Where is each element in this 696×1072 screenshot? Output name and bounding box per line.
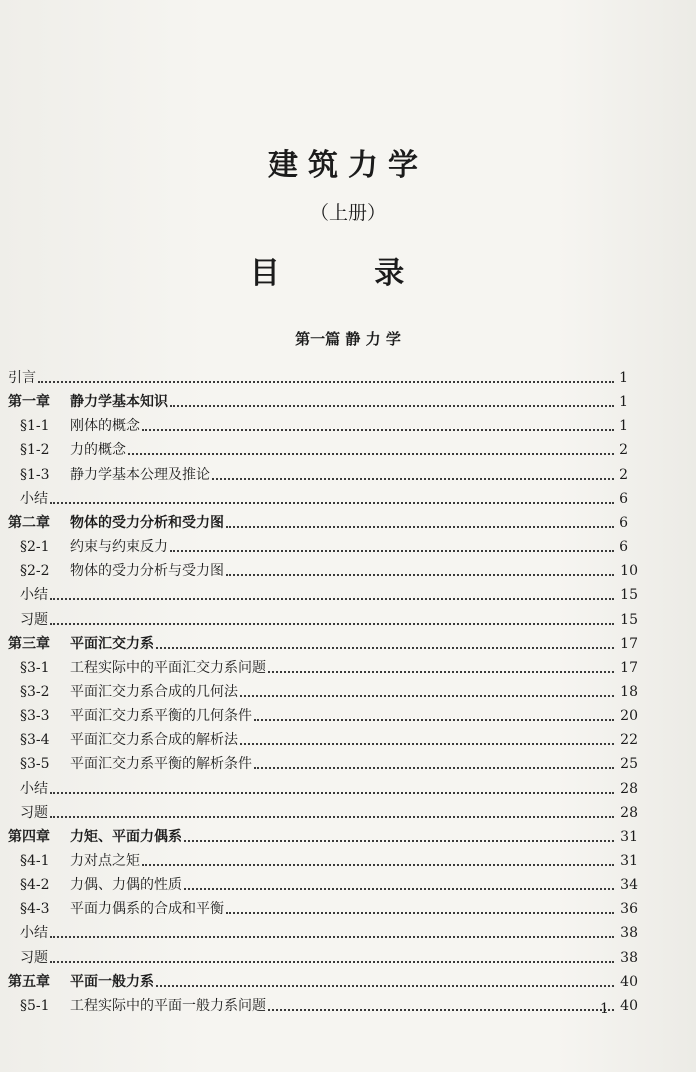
toc-entry-label: [20, 538, 170, 556]
toc-entry-label: [20, 755, 254, 773]
toc-page-number: 40: [620, 973, 638, 990]
toc-entry-label: [20, 466, 212, 484]
toc-entry-label: [20, 683, 240, 701]
dot-leader: [254, 763, 614, 769]
dot-leader: [170, 546, 614, 552]
dot-leader: [142, 860, 614, 866]
toc-entry-title: 工程实际中的平面汇交力系问题: [70, 659, 266, 676]
toc-entry-row: [20, 462, 628, 484]
toc-entry-row: [20, 486, 628, 508]
toc-entry-label: [20, 949, 50, 967]
toc-chapter-row: [8, 389, 628, 411]
book-title: 建筑力学: [268, 148, 428, 183]
toc-entry-row: [20, 558, 638, 580]
toc-page-number: 40: [620, 997, 638, 1014]
toc-entry-row: [20, 751, 638, 773]
toc-page-number: 28: [620, 780, 638, 797]
toc-page-number: 15: [620, 587, 638, 604]
toc-entry-title: 平面汇交力系合成的解析法: [70, 732, 238, 749]
part-title: 第一篇 静 力 学: [295, 330, 401, 348]
dot-leader: [226, 522, 614, 528]
toc-page-number: 1: [619, 394, 628, 411]
dot-leader: [50, 594, 614, 600]
toc-entry-label: [20, 490, 50, 508]
toc-entry-label: [20, 441, 128, 459]
toc-page-number: 15: [620, 611, 638, 628]
toc-entry-label: [20, 611, 50, 629]
toc-page-number: 38: [620, 949, 638, 966]
dot-leader: [50, 932, 614, 938]
toc-entry-title: 小结: [20, 925, 48, 942]
toc-entry-label: [8, 635, 156, 653]
toc-entry-label: [8, 393, 170, 411]
dot-leader: [254, 715, 614, 721]
toc-entry-title: 刚体的概念: [70, 418, 140, 435]
toc-entry-label: [20, 586, 50, 604]
dot-leader: [170, 401, 614, 407]
toc-page-number: 6: [619, 539, 628, 556]
toc-entry-number: §3-4: [20, 732, 50, 749]
toc-entry-number: §3-5: [20, 756, 50, 773]
toc-entry-row: [20, 872, 638, 894]
toc-page-number: 6: [619, 490, 628, 507]
toc-entry-title: 平面汇交力系平衡的几何条件: [70, 708, 252, 725]
toc-page-number: 17: [620, 635, 638, 652]
toc-entry-row: [20, 607, 638, 629]
dot-leader: [50, 957, 614, 963]
toc-page-number: 31: [620, 828, 638, 845]
toc-entry-title: 静力学基本公理及推论: [70, 466, 210, 483]
toc-entry-label: [8, 973, 156, 991]
dot-leader: [226, 570, 614, 576]
toc-entry-number: §3-2: [20, 683, 50, 700]
toc-entry-label: [8, 514, 226, 532]
toc-entry-row: [20, 896, 638, 918]
toc-entry-label: [20, 731, 240, 749]
toc-page-number: 6: [619, 514, 628, 531]
dot-leader: [240, 691, 614, 697]
toc-entry-number: §1-2: [20, 442, 50, 459]
toc-entry-row: [20, 582, 638, 604]
toc-entry-label: [20, 924, 50, 942]
toc-entry-title: 引言: [8, 370, 36, 386]
toc-entry-number: 第三章: [8, 635, 50, 652]
toc-entry-number: 第二章: [8, 514, 50, 531]
toc-entry-number: §1-3: [20, 466, 50, 483]
toc-entry-row: [20, 703, 638, 725]
toc-entry-number: 第四章: [8, 828, 50, 845]
toc-page-number: 1: [619, 370, 628, 386]
volume-label: （上册）: [309, 202, 386, 224]
toc-entry-row: [20, 534, 628, 556]
toc-entry-title: 习题: [20, 611, 48, 628]
dot-leader: [268, 667, 614, 673]
toc-chapter-row: [8, 824, 638, 846]
dot-leader: [50, 619, 614, 625]
toc-entry-number: 第五章: [8, 973, 50, 990]
toc-page-number: 10: [620, 563, 638, 580]
toc-entry-number: 第一章: [8, 394, 50, 411]
toc-entry-number: §2-2: [20, 563, 50, 580]
toc-entry-title: 平面汇交力系平衡的解析条件: [70, 756, 252, 773]
toc-entry-title: 小结: [20, 587, 48, 604]
toc-page-number: 34: [620, 877, 638, 894]
toc-entry-row: [20, 655, 638, 677]
dot-leader: [156, 981, 614, 987]
toc-entry-title: 小结: [20, 490, 48, 507]
toc-entry-number: §5-1: [20, 997, 50, 1014]
toc-entry-label: [8, 369, 38, 387]
toc-page-number: 31: [620, 853, 638, 869]
toc-entry-label: [20, 997, 268, 1015]
toc-page-number: 2: [619, 466, 628, 483]
toc-entry-label: [20, 659, 268, 677]
toc-entry-number: §1-1: [20, 418, 50, 435]
toc-page-number: 28: [620, 804, 638, 821]
toc-chapter-row: [8, 631, 638, 653]
toc-entry-number: §4-1: [20, 853, 50, 869]
toc-entry-label: [20, 780, 50, 798]
toc-page-number: 36: [620, 901, 638, 918]
toc-entry-label: [20, 876, 184, 894]
dot-leader: [184, 884, 614, 890]
toc-entry-title: 习题: [20, 949, 48, 966]
toc-entry-row: [20, 437, 628, 459]
toc-chapter-row: [8, 510, 628, 532]
toc-entry-title: 约束与约束反力: [70, 539, 168, 556]
toc-entry-row: [20, 679, 638, 701]
dot-leader: [128, 449, 614, 455]
toc-entry-label: [8, 828, 184, 846]
dot-leader: [184, 836, 614, 842]
toc-entry-label: [20, 852, 142, 870]
toc-entry-row: [20, 993, 638, 1015]
toc-entry-title: 力偶、力偶的性质: [70, 877, 182, 894]
toc-entry-title: 力矩、平面力偶系: [70, 828, 182, 845]
dot-leader: [50, 788, 614, 794]
toc-page-number: 38: [620, 925, 638, 942]
toc-page-number: 2: [619, 442, 628, 459]
toc-entry-title: 习题: [20, 804, 48, 821]
toc-entry-label: [20, 562, 226, 580]
toc-entry-row: [20, 848, 638, 870]
toc-entry-title: 平面一般力系: [70, 973, 154, 990]
toc-entry-row: [20, 920, 638, 942]
dot-leader: [50, 812, 614, 818]
dot-leader: [226, 908, 614, 914]
toc-entry-row: [20, 945, 638, 967]
toc-entry-label: [20, 707, 254, 725]
dot-leader: [240, 739, 614, 745]
toc-entry-number: §4-3: [20, 901, 50, 918]
toc-entry-label: [20, 804, 50, 822]
page-number: 1: [600, 1001, 609, 1017]
toc-page-number: 17: [620, 659, 638, 676]
toc-entry-title: 小结: [20, 780, 48, 797]
dot-leader: [268, 1005, 614, 1011]
toc-entry-row: [20, 800, 638, 822]
toc-entry-title: 物体的受力分析和受力图: [70, 514, 224, 531]
toc-page-number: 22: [620, 732, 638, 749]
toc-entry-label: [20, 417, 142, 435]
toc-entry-title: 平面汇交力系: [70, 635, 154, 652]
dot-leader: [156, 643, 614, 649]
toc-entry-title: 力的概念: [70, 442, 126, 459]
toc-page-number: 20: [620, 708, 638, 725]
dot-leader: [142, 425, 614, 431]
toc-heading: 目 录: [249, 256, 447, 291]
dot-leader: [50, 498, 614, 504]
toc-entry-number: §3-1: [20, 659, 50, 676]
toc-entry-title: 平面力偶系的合成和平衡: [70, 901, 224, 918]
toc-entry-title: 物体的受力分析与受力图: [70, 563, 224, 580]
toc-entry-number: §4-2: [20, 877, 50, 894]
toc-entry-label: [20, 900, 226, 918]
toc-entry-number: §3-3: [20, 708, 50, 725]
dot-leader: [38, 377, 614, 383]
toc-entry-title: 工程实际中的平面一般力系问题: [70, 997, 266, 1014]
toc-entry-row: [8, 365, 628, 387]
toc-entry-number: §2-1: [20, 539, 50, 556]
toc-entry-title: 静力学基本知识: [70, 394, 168, 411]
toc-entry-row: [20, 727, 638, 749]
toc-entry-title: 平面汇交力系合成的几何法: [70, 683, 238, 700]
toc-chapter-row: [8, 969, 638, 991]
toc-page-number: 18: [620, 683, 638, 700]
dot-leader: [212, 474, 614, 480]
toc-entry-row: [20, 413, 628, 435]
toc-entry-title: 力对点之矩: [70, 853, 140, 869]
toc-entry-row: [20, 776, 638, 798]
toc-page-number: 25: [620, 756, 638, 773]
toc-page-number: 1: [619, 418, 628, 435]
